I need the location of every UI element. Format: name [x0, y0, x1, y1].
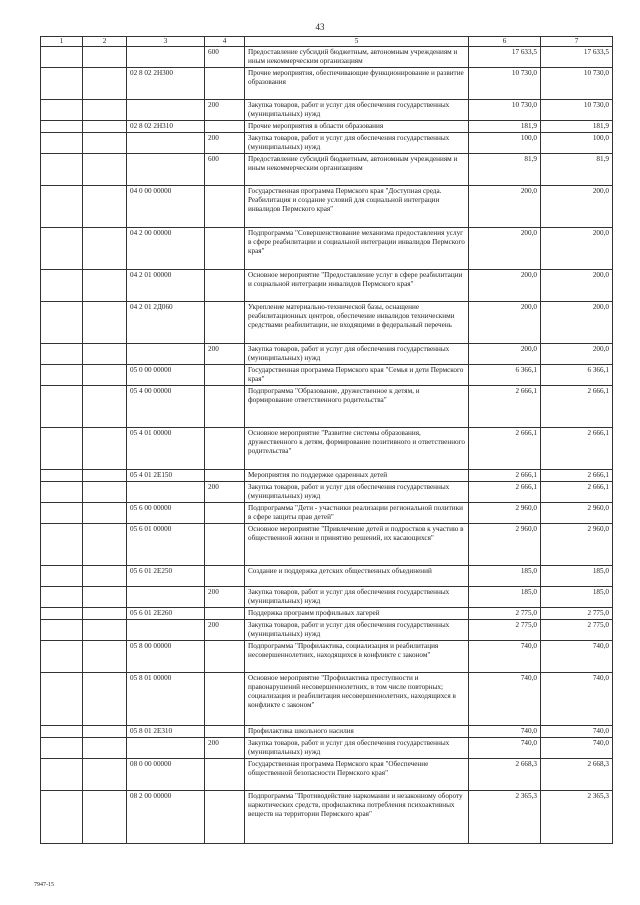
table-row	[41, 759, 613, 791]
table-row	[41, 482, 613, 503]
sum-first-year-cell: 81,9	[469, 154, 541, 186]
sum-first-year-cell: 185,0	[469, 566, 541, 587]
target-code-cell: 04 2 00 00000	[127, 228, 205, 270]
column-1-cell	[41, 587, 83, 608]
sum-second-year-cell: 2 668,3	[541, 759, 613, 791]
target-code-cell	[127, 587, 205, 608]
sum-second-year-cell: 185,0	[541, 566, 613, 587]
header-cell: 7	[541, 37, 613, 47]
table-row	[41, 428, 613, 470]
sum-first-year-cell: 181,9	[469, 121, 541, 133]
column-1-cell	[41, 641, 83, 673]
column-1-cell	[41, 68, 83, 100]
target-code-cell: 08 2 00 00000	[127, 791, 205, 844]
column-2-cell	[83, 470, 127, 482]
column-1-cell	[41, 100, 83, 121]
target-code-cell	[127, 154, 205, 186]
expense-type-cell	[205, 302, 245, 344]
sum-first-year-cell: 17 633,5	[469, 47, 541, 68]
table-header-row	[41, 37, 613, 47]
sum-first-year-cell: 2 666,1	[469, 470, 541, 482]
table-row	[41, 344, 613, 365]
sum-second-year-cell: 10 730,0	[541, 100, 613, 121]
target-code-cell: 05 8 00 00000	[127, 641, 205, 673]
column-1-cell	[41, 121, 83, 133]
sum-first-year-cell: 2 775,0	[469, 620, 541, 641]
table-row	[41, 154, 613, 186]
sum-first-year-cell: 2 960,0	[469, 503, 541, 524]
target-code-cell	[127, 100, 205, 121]
table-row	[41, 121, 613, 133]
column-2-cell	[83, 503, 127, 524]
column-2-cell	[83, 121, 127, 133]
column-2-cell	[83, 386, 127, 428]
header-cell: 6	[469, 37, 541, 47]
column-2-cell	[83, 365, 127, 386]
table-row	[41, 791, 613, 844]
sum-first-year-cell: 2 775,0	[469, 608, 541, 620]
column-1-cell	[41, 154, 83, 186]
column-1-cell	[41, 428, 83, 470]
expense-type-cell	[205, 428, 245, 470]
table-row	[41, 608, 613, 620]
sum-second-year-cell: 740,0	[541, 641, 613, 673]
item-name-cell: Государственная программа Пермского края "Семья и дети Пермского края"	[245, 365, 469, 386]
sum-second-year-cell: 2 365,3	[541, 791, 613, 844]
item-name-cell: Подпрограмма "Образование, дружественное к детям, и формирование ответственного родительства"	[245, 386, 469, 428]
table-row	[41, 566, 613, 587]
item-name-cell: Прочие мероприятия, обеспечивающие функционирование и развитие образования	[245, 68, 469, 100]
column-2-cell	[83, 673, 127, 726]
item-name-cell: Основное мероприятие "Развитие системы образования, дружественного к детям, формирование позитивного и ответственного родительства"	[245, 428, 469, 470]
column-1-cell	[41, 344, 83, 365]
column-2-cell	[83, 587, 127, 608]
sum-second-year-cell: 740,0	[541, 738, 613, 759]
column-2-cell	[83, 641, 127, 673]
sum-second-year-cell: 6 366,1	[541, 365, 613, 386]
sum-first-year-cell: 2 666,1	[469, 386, 541, 428]
expense-type-cell	[205, 673, 245, 726]
table-row	[41, 738, 613, 759]
item-name-cell: Закупка товаров, работ и услуг для обеспечения государственных (муниципальных) нужд	[245, 482, 469, 503]
column-2-cell	[83, 738, 127, 759]
item-name-cell: Мероприятия по поддержке одаренных детей	[245, 470, 469, 482]
table-row	[41, 673, 613, 726]
header-cell: 2	[83, 37, 127, 47]
sum-first-year-cell: 6 366,1	[469, 365, 541, 386]
budget-table	[40, 36, 613, 844]
expense-type-cell: 200	[205, 620, 245, 641]
column-2-cell	[83, 302, 127, 344]
table-row	[41, 100, 613, 121]
sum-second-year-cell: 2 775,0	[541, 608, 613, 620]
expense-type-cell	[205, 228, 245, 270]
item-name-cell: Закупка товаров, работ и услуг для обеспечения государственных (муниципальных) нужд	[245, 344, 469, 365]
column-2-cell	[83, 154, 127, 186]
item-name-cell: Подпрограмма "Совершенствование механизма предоставления услуг в сфере реабилитации и социальной интеграции инвалидов Пермского края"	[245, 228, 469, 270]
item-name-cell: Закупка товаров, работ и услуг для обеспечения государственных (муниципальных) нужд	[245, 587, 469, 608]
item-name-cell: Подпрограмма "Профилактика, социализация и реабилитация несовершеннолетних, находящихся в конфликте с законом"	[245, 641, 469, 673]
sum-second-year-cell: 200,0	[541, 186, 613, 228]
sum-second-year-cell: 185,0	[541, 587, 613, 608]
target-code-cell: 02 8 02 2Н310	[127, 121, 205, 133]
item-name-cell: Предоставление субсидий бюджетным, автономным учреждениям и иным некоммерческим организациям	[245, 47, 469, 68]
sum-first-year-cell: 185,0	[469, 587, 541, 608]
column-1-cell	[41, 270, 83, 302]
expense-type-cell	[205, 608, 245, 620]
item-name-cell: Основное мероприятие "Привлечение детей и подростков к участию в общественной жизни и принятию решений, их касающихся"	[245, 524, 469, 566]
column-1-cell	[41, 738, 83, 759]
sum-second-year-cell: 100,0	[541, 133, 613, 154]
table-row	[41, 524, 613, 566]
expense-type-cell	[205, 365, 245, 386]
table-row	[41, 270, 613, 302]
sum-second-year-cell: 181,9	[541, 121, 613, 133]
page-number: 43	[315, 22, 325, 32]
table-row	[41, 503, 613, 524]
expense-type-cell	[205, 186, 245, 228]
table-row	[41, 365, 613, 386]
expense-type-cell: 600	[205, 154, 245, 186]
table-row	[41, 470, 613, 482]
sum-second-year-cell: 2 960,0	[541, 503, 613, 524]
sum-second-year-cell: 2 666,1	[541, 428, 613, 470]
item-name-cell: Государственная программа Пермского края "Доступная среда. Реабилитация и создание условий для социальной интеграции инвалидов Пермского края"	[245, 186, 469, 228]
table-row	[41, 587, 613, 608]
item-name-cell: Закупка товаров, работ и услуг для обеспечения государственных (муниципальных) нужд	[245, 100, 469, 121]
column-2-cell	[83, 428, 127, 470]
sum-second-year-cell: 200,0	[541, 270, 613, 302]
target-code-cell	[127, 482, 205, 503]
target-code-cell: 04 2 01 00000	[127, 270, 205, 302]
column-1-cell	[41, 133, 83, 154]
sum-first-year-cell: 2 668,3	[469, 759, 541, 791]
item-name-cell: Укрепление материально-технической базы, оснащение реабилитационных центров, обеспечение инвалидов техническими средствами реабилитации, не входящими в федеральный перечень	[245, 302, 469, 344]
target-code-cell: 05 8 01 00000	[127, 673, 205, 726]
item-name-cell: Создание и поддержка детских общественных объединений	[245, 566, 469, 587]
target-code-cell: 05 0 00 00000	[127, 365, 205, 386]
table-row	[41, 47, 613, 68]
expense-type-cell	[205, 524, 245, 566]
sum-second-year-cell: 200,0	[541, 344, 613, 365]
table-row	[41, 386, 613, 428]
item-name-cell: Основное мероприятие "Профилактика преступности и правонарушений несовершеннолетних, в том числе повторных; социализация и реабилитация несовершеннолетних, находящихся в конфликте с законом"	[245, 673, 469, 726]
column-1-cell	[41, 759, 83, 791]
item-name-cell: Закупка товаров, работ и услуг для обеспечения государственных (муниципальных) нужд	[245, 620, 469, 641]
target-code-cell: 02 8 02 2Н300	[127, 68, 205, 100]
target-code-cell: 05 6 01 00000	[127, 524, 205, 566]
sum-first-year-cell: 10 730,0	[469, 100, 541, 121]
column-1-cell	[41, 228, 83, 270]
expense-type-cell: 200	[205, 100, 245, 121]
column-2-cell	[83, 344, 127, 365]
header-cell: 1	[41, 37, 83, 47]
column-2-cell	[83, 524, 127, 566]
column-1-cell	[41, 620, 83, 641]
expense-type-cell	[205, 503, 245, 524]
sum-second-year-cell: 2 775,0	[541, 620, 613, 641]
target-code-cell: 05 4 01 00000	[127, 428, 205, 470]
column-1-cell	[41, 386, 83, 428]
table-row	[41, 302, 613, 344]
target-code-cell: 05 4 00 00000	[127, 386, 205, 428]
column-2-cell	[83, 726, 127, 738]
table-row	[41, 228, 613, 270]
column-2-cell	[83, 186, 127, 228]
column-1-cell	[41, 608, 83, 620]
target-code-cell	[127, 738, 205, 759]
column-1-cell	[41, 726, 83, 738]
column-2-cell	[83, 68, 127, 100]
item-name-cell: Подпрограмма "Дети - участники реализации региональной политики в сфере защиты прав детей"	[245, 503, 469, 524]
item-name-cell: Закупка товаров, работ и услуг для обеспечения государственных (муниципальных) нужд	[245, 738, 469, 759]
expense-type-cell	[205, 386, 245, 428]
target-code-cell	[127, 133, 205, 154]
sum-first-year-cell: 2 666,1	[469, 482, 541, 503]
sum-first-year-cell: 740,0	[469, 726, 541, 738]
column-1-cell	[41, 673, 83, 726]
sum-first-year-cell: 200,0	[469, 228, 541, 270]
column-2-cell	[83, 759, 127, 791]
column-1-cell	[41, 302, 83, 344]
table-row	[41, 186, 613, 228]
sum-second-year-cell: 2 666,1	[541, 386, 613, 428]
sum-first-year-cell: 100,0	[469, 133, 541, 154]
sum-first-year-cell: 10 730,0	[469, 68, 541, 100]
sum-first-year-cell: 740,0	[469, 673, 541, 726]
column-2-cell	[83, 482, 127, 503]
item-name-cell: Прочие мероприятия в области образования	[245, 121, 469, 133]
column-2-cell	[83, 791, 127, 844]
target-code-cell: 05 6 00 00000	[127, 503, 205, 524]
sum-second-year-cell: 2 666,1	[541, 470, 613, 482]
column-1-cell	[41, 566, 83, 587]
target-code-cell	[127, 344, 205, 365]
target-code-cell	[127, 620, 205, 641]
expense-type-cell	[205, 121, 245, 133]
target-code-cell: 04 2 01 2Д060	[127, 302, 205, 344]
header-cell: 5	[245, 37, 469, 47]
expense-type-cell	[205, 726, 245, 738]
sum-first-year-cell: 740,0	[469, 738, 541, 759]
sum-first-year-cell: 2 365,3	[469, 791, 541, 844]
target-code-cell: 08 0 00 00000	[127, 759, 205, 791]
sum-second-year-cell: 740,0	[541, 673, 613, 726]
table-row	[41, 133, 613, 154]
sum-second-year-cell: 200,0	[541, 302, 613, 344]
column-2-cell	[83, 100, 127, 121]
target-code-cell: 04 0 00 00000	[127, 186, 205, 228]
column-1-cell	[41, 365, 83, 386]
column-1-cell	[41, 791, 83, 844]
column-2-cell	[83, 608, 127, 620]
document-code: 7947-15	[34, 882, 54, 888]
header-cell: 3	[127, 37, 205, 47]
sum-second-year-cell: 17 633,5	[541, 47, 613, 68]
table-row	[41, 726, 613, 738]
item-name-cell: Предоставление субсидий бюджетным, автономным учреждениям и иным некоммерческим организациям	[245, 154, 469, 186]
column-2-cell	[83, 270, 127, 302]
sum-second-year-cell: 2 960,0	[541, 524, 613, 566]
target-code-cell: 05 6 01 2Е250	[127, 566, 205, 587]
column-2-cell	[83, 228, 127, 270]
sum-first-year-cell: 2 666,1	[469, 428, 541, 470]
sum-first-year-cell: 200,0	[469, 270, 541, 302]
item-name-cell: Государственная программа Пермского края "Обеспечение общественной безопасности Пермского края"	[245, 759, 469, 791]
target-code-cell: 05 6 01 2Е260	[127, 608, 205, 620]
expense-type-cell: 200	[205, 133, 245, 154]
item-name-cell: Основное мероприятие "Предоставление услуг в сфере реабилитации и социальной интеграции инвалидов Пермского края"	[245, 270, 469, 302]
item-name-cell: Закупка товаров, работ и услуг для обеспечения государственных (муниципальных) нужд	[245, 133, 469, 154]
expense-type-cell	[205, 270, 245, 302]
sum-first-year-cell: 2 960,0	[469, 524, 541, 566]
target-code-cell: 05 8 01 2Е310	[127, 726, 205, 738]
column-2-cell	[83, 133, 127, 154]
column-1-cell	[41, 524, 83, 566]
column-1-cell	[41, 482, 83, 503]
column-2-cell	[83, 47, 127, 68]
sum-second-year-cell: 81,9	[541, 154, 613, 186]
expense-type-cell: 200	[205, 587, 245, 608]
expense-type-cell	[205, 641, 245, 673]
column-1-cell	[41, 47, 83, 68]
expense-type-cell: 600	[205, 47, 245, 68]
column-1-cell	[41, 503, 83, 524]
sum-second-year-cell: 2 666,1	[541, 482, 613, 503]
target-code-cell	[127, 47, 205, 68]
sum-second-year-cell: 740,0	[541, 726, 613, 738]
column-1-cell	[41, 470, 83, 482]
target-code-cell: 05 4 01 2Е150	[127, 470, 205, 482]
header-cell: 4	[205, 37, 245, 47]
sum-first-year-cell: 200,0	[469, 186, 541, 228]
expense-type-cell	[205, 791, 245, 844]
expense-type-cell: 200	[205, 344, 245, 365]
item-name-cell: Поддержка программ профильных лагерей	[245, 608, 469, 620]
column-1-cell	[41, 186, 83, 228]
table-row	[41, 68, 613, 100]
sum-first-year-cell: 200,0	[469, 302, 541, 344]
sum-first-year-cell: 740,0	[469, 641, 541, 673]
sum-second-year-cell: 200,0	[541, 228, 613, 270]
sum-first-year-cell: 200,0	[469, 344, 541, 365]
expense-type-cell	[205, 68, 245, 100]
item-name-cell: Профилактика школьного насилия	[245, 726, 469, 738]
column-2-cell	[83, 620, 127, 641]
column-2-cell	[83, 566, 127, 587]
sum-second-year-cell: 10 730,0	[541, 68, 613, 100]
expense-type-cell: 200	[205, 738, 245, 759]
expense-type-cell	[205, 566, 245, 587]
expense-type-cell	[205, 470, 245, 482]
table-row	[41, 620, 613, 641]
table-row	[41, 641, 613, 673]
expense-type-cell: 200	[205, 482, 245, 503]
expense-type-cell	[205, 759, 245, 791]
item-name-cell: Подпрограмма "Противодействие наркомании и незаконному обороту наркотических средств, профилактика потребления психоактивных веществ на территории Пермского края"	[245, 791, 469, 844]
